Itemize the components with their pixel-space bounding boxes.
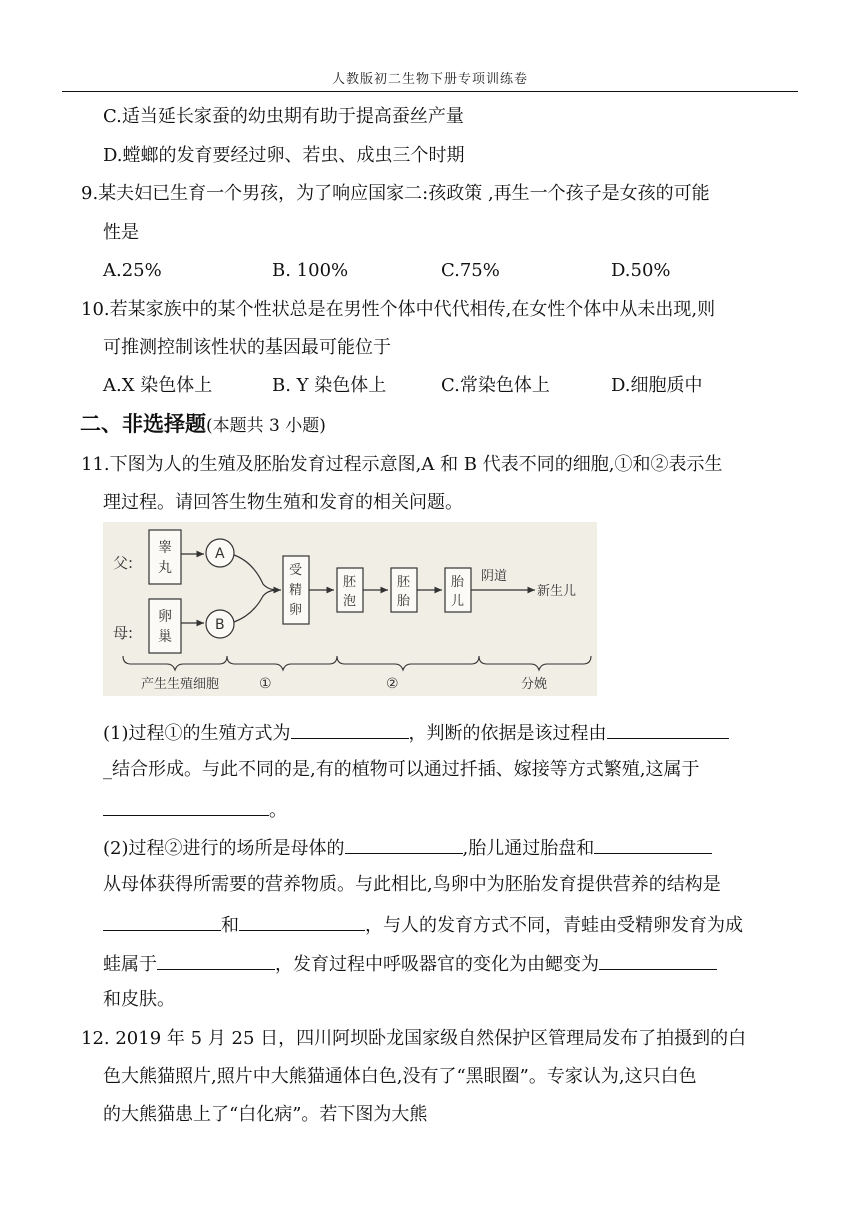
answer-blank[interactable] (239, 912, 365, 931)
q11-part2-text-d: 和 (221, 915, 239, 936)
q11-stem-line2: 理过程。请回答生物生殖和发育的相关问题。 (103, 492, 463, 513)
fetus-char2: 儿 (451, 594, 465, 609)
q11-stem-line1: 11.下图为人的生殖及胚胎发育过程示意图,A 和 B 代表不同的细胞,①和②表示生 (81, 454, 723, 475)
q9-option-b: B. 100% (272, 260, 349, 281)
testis-char1: 睾 (158, 540, 172, 556)
header-rule (62, 91, 798, 92)
answer-blank[interactable] (607, 720, 729, 739)
cell-b-label: B (215, 617, 225, 633)
fetus-char1: 胎 (451, 575, 465, 590)
q11-part2-text-e: ，与人的发育方式不同，青蛙由受精卵发育为成 (365, 915, 743, 936)
q12-line2: 色大熊猫照片,照片中大熊猫通体白色,没有了“黑眼圈”。专家认为,这只白色 (103, 1066, 697, 1087)
q9-stem-line2: 性是 (103, 222, 139, 243)
blastocyst-char1: 胚 (343, 575, 357, 590)
q11-part1-line3 (103, 797, 287, 822)
ovary-char2: 巢 (158, 629, 172, 645)
q11-part2-line5: 和皮肤。 (103, 989, 175, 1010)
q11-part2-text-b: ,胎儿通过胎盘和 (462, 838, 595, 859)
q12-line1: 12. 2019 年 5 月 25 日，四川阿坝卧龙国家级自然保护区管理局发布了拍摄到的白 (81, 1028, 747, 1049)
q11-part2-text-g: ，发育过程中呼吸器官的变化为由鳃变为 (275, 954, 599, 975)
brace-process1 (227, 656, 337, 670)
q11-part1-text-a: (1)过程①的生殖方式为 (103, 723, 291, 744)
brace-label-1: ① (259, 676, 272, 692)
label-father: 父: (113, 554, 134, 572)
answer-blank[interactable] (103, 797, 269, 816)
q11-part1-text-d: 。 (269, 800, 287, 821)
q11-part1-line2: _结合形成。与此不同的是,有的植物可以通过扦插、嫁接等方式繁殖,这属于 (103, 759, 700, 780)
section-heading (80, 411, 326, 439)
reproduction-diagram (103, 522, 597, 696)
q9-option-a: A.25% (103, 260, 162, 281)
q11-part2-text-a: (2)过程②进行的场所是母体的 (103, 838, 345, 859)
answer-blank[interactable] (103, 912, 221, 931)
q11-part2-line3 (103, 912, 743, 937)
q11-part1-text-b: ，判断的依据是该过程由 (408, 723, 607, 744)
zygote-char3: 卵 (289, 603, 303, 618)
q10-option-a: A.X 染色体上 (103, 375, 213, 396)
section-note: (本题共 3 小题) (206, 416, 326, 436)
brace-gametes (123, 656, 227, 670)
answer-blank[interactable] (599, 951, 717, 970)
q11-part2-line1 (103, 835, 712, 860)
brace-label-2: ② (386, 676, 399, 692)
q10-stem-line1: 10.若某家族中的某个性状总是在男性个体中代代相传,在女性个体中从未出现,则 (81, 299, 716, 320)
brace-birth (479, 656, 591, 670)
q11-part2-line2: 从母体获得所需要的营养物质。与此相比,鸟卵中为胚胎发育提供营养的结构是 (103, 874, 721, 895)
ovary-char1: 卵 (158, 609, 172, 625)
q12-line3: 的大熊猫患上了“白化病”。若下图为大熊 (103, 1104, 428, 1125)
q10-stem-line2: 可推测控制该性状的基因最可能位于 (103, 337, 391, 358)
q10-option-b: B. Y 染色体上 (272, 375, 387, 396)
brace-process2 (337, 656, 479, 670)
q11-part2-text-f: 蛙属于 (103, 954, 157, 975)
answer-blank[interactable] (594, 835, 712, 854)
page-header: 人教版初二生物下册专项训练卷 (331, 72, 528, 87)
answer-blank[interactable] (157, 951, 275, 970)
section-title: 二、非选择题 (80, 412, 206, 436)
label-newborn: 新生儿 (537, 584, 577, 599)
q9-stem-line1: 9.某夫妇已生育一个男孩，为了响应国家二:孩政策 ,再生一个孩子是女孩的可能 (81, 183, 710, 204)
q8-option-d: D.螳螂的发育要经过卵、若虫、成虫三个时期 (103, 145, 465, 166)
blastocyst-char2: 泡 (343, 594, 357, 609)
embryo-char1: 胚 (397, 575, 411, 590)
q9-option-c: C.75% (441, 260, 500, 281)
zygote-char1: 受 (289, 563, 303, 578)
brace-label-gametes: 产生生殖细胞 (141, 677, 220, 692)
q11-part1-line1 (103, 720, 729, 745)
embryo-char2: 胎 (397, 594, 411, 609)
answer-blank[interactable] (345, 835, 463, 854)
q9-option-d: D.50% (611, 260, 671, 281)
cell-a-label: A (215, 546, 225, 562)
label-mother: 母: (113, 624, 134, 642)
zygote-char2: 精 (289, 583, 303, 598)
q11-part2-line4 (103, 951, 717, 976)
testis-char2: 丸 (158, 560, 172, 576)
q10-option-c: C.常染色体上 (441, 375, 550, 396)
q8-option-c: C.适当延长家蚕的幼虫期有助于提高蚕丝产量 (103, 106, 464, 127)
answer-blank[interactable] (291, 720, 409, 739)
label-vagina: 阴道 (481, 569, 508, 584)
q10-option-d: D.细胞质中 (611, 375, 703, 396)
brace-label-birth: 分娩 (521, 677, 548, 692)
